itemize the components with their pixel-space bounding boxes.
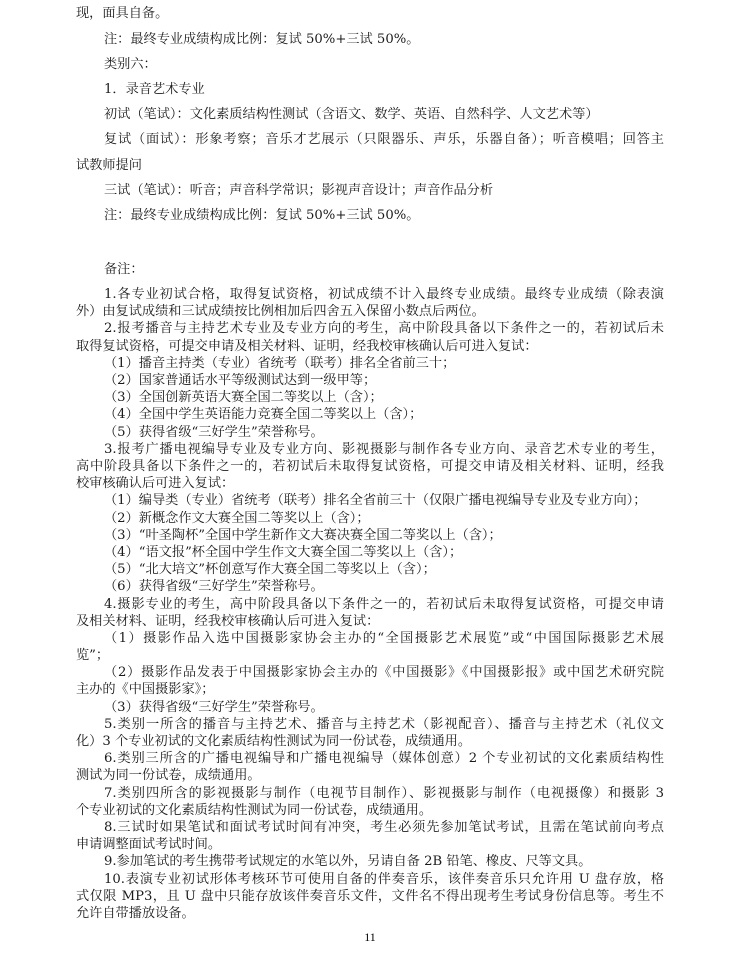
list-item: （5）获得省级“三好学生”荣誉称号。 (104, 425, 324, 440)
page-number: 11 (364, 930, 376, 944)
list-item: （1）编导类（专业）省统考（联考）排名全省前三十（仅限广播电视编导专业及专业方向）； (104, 493, 647, 508)
text-line: 8.三试时如果笔试和面试考试时间有冲突，考生必须先参加笔试考试，且需在笔试前向考点 (104, 820, 664, 835)
text-line: 允许自带播放设备。 (76, 906, 195, 921)
text-line: 主办的《中国摄影家》； (76, 682, 215, 697)
remarks-heading: 备注： (104, 262, 144, 277)
text-line: 10.表演专业初试形体考核环节可使用自备的伴奏音乐，该伴奏音乐只允许用 U 盘存放，格 (104, 872, 664, 887)
text-line: 5.类别一所含的播音与主持艺术、播音与主持艺术（影视配音）、播音与主持艺术（礼仪文 (104, 717, 664, 732)
list-item: （3）“叶圣陶杯”全国中学生新作文大赛决赛全国二等奖以上（含）； (104, 528, 502, 543)
list-item: （1）摄影作品入选中国摄影家协会主办的“全国摄影艺术展览”或“中国国际摄影艺术展 (104, 631, 664, 646)
text-line: 外）由复试成绩和三试成绩按比例相加后四舍五入保留小数点后两位。 (76, 304, 485, 319)
text-line: 及相关材料、证明，经我校审核确认后可进入复试： (76, 614, 380, 629)
text-line: 7.类别四所含的影视摄影与制作（电视节目制作）、影视摄影与制作（电视摄像）和摄影 3 (104, 786, 664, 801)
text-line: 2.报考播音与主持艺术专业及专业方向的考生，高中阶段具备以下条件之一的，若初试后未 (104, 321, 664, 336)
text-line: 测试为同一份试卷，成绩通用。 (76, 768, 261, 783)
list-item: （6）获得省级“三好学生”荣誉称号。 (104, 579, 324, 594)
text-line: 个专业初试的文化素质结构性测试为同一份试卷，成绩通用。 (76, 803, 433, 818)
list-item: （3）全国创新英语大赛全国二等奖以上（含）； (104, 390, 383, 405)
text-line: 3.报考广播电视编导专业及专业方向、影视摄影与制作各专业方向、录音艺术专业的考生， (104, 442, 664, 457)
list-item: （2）摄影作品发表于中国摄影家协会主办的《中国摄影》《中国摄影报》或中国艺术研究院 (104, 665, 664, 680)
text-line: 试教师提问 (76, 158, 142, 173)
text-line: 现，面具自备。 (76, 6, 169, 21)
list-item: （4）“语文报”杯全国中学生作文大赛全国二等奖以上（含）； (104, 545, 463, 560)
text-line: 览”； (76, 648, 110, 663)
list-item: （1）播音主持类（专业）省统考（联考）排名全省前三十； (104, 356, 456, 371)
text-line: 4.摄影专业的考生，高中阶段具备以下条件之一的，若初试后未取得复试资格，可提交申请 (104, 597, 664, 612)
list-item: （2）国家普通话水平等级测试达到一级甲等； (104, 373, 377, 388)
major-heading: 1．录音艺术专业 (104, 82, 205, 97)
text-line: 三试（笔试）：听音；声音科学常识；影视声音设计；声音作品分析 (104, 183, 494, 198)
text-line: 初试（笔试）：文化素质结构性测试（含语文、数学、英语、自然科学、人文艺术等） (104, 107, 599, 122)
section-heading: 类别六： (104, 57, 157, 72)
text-line: 高中阶段具备以下条件之一的，若初试后未取得复试资格，可提交申请及相关材料、证明，经我 (76, 459, 664, 474)
text-line: 1.各专业初试合格，取得复试资格，初试成绩不计入最终专业成绩。最终专业成绩（除表演 (104, 287, 664, 302)
text-line: 取得复试资格，可提交申请及相关材料、证明，经我校审核确认后可进入复试： (76, 339, 538, 354)
text-line: 复试（面试）：形象考察；音乐才艺展示（只限器乐、声乐，乐器自备）；听音模唱；回答主 (104, 132, 664, 147)
text-line: 化）3 个专业初试的文化素质结构性测试为同一份试卷，成绩通用。 (76, 734, 472, 749)
list-item: （2）新概念作文大赛全国二等奖以上（含）； (104, 511, 370, 526)
list-item: （3）获得省级“三好学生”荣誉称号。 (104, 700, 324, 715)
text-line: 9.参加笔试的考生携带考试规定的水笔以外，另请自备 2B 铅笔、橡皮、尺等文具。 (104, 854, 592, 869)
text-line: 校审核确认后可进入复试： (76, 476, 235, 491)
text-line: 申请调整面试考试时间。 (76, 837, 222, 852)
list-item: （4）全国中学生英语能力竞赛全国二等奖以上（含）； (104, 407, 423, 422)
note-line: 注：最终专业成绩构成比例：复试 50%+三试 50%。 (104, 208, 420, 223)
list-item: （5）“北大培文”杯创意写作大赛全国二等奖以上（含）； (104, 562, 436, 577)
text-line: 6.类别三所含的广播电视编导和广播电视编导（媒体创意）2 个专业初试的文化素质结构性 (104, 751, 664, 766)
note-line: 注：最终专业成绩构成比例：复试 50%+三试 50%。 (104, 32, 420, 47)
text-line: 式仅限 MP3，且 U 盘中只能存放该伴奏音乐文件，文件名不得出现考生考试身份信息等。考生不 (76, 889, 664, 904)
